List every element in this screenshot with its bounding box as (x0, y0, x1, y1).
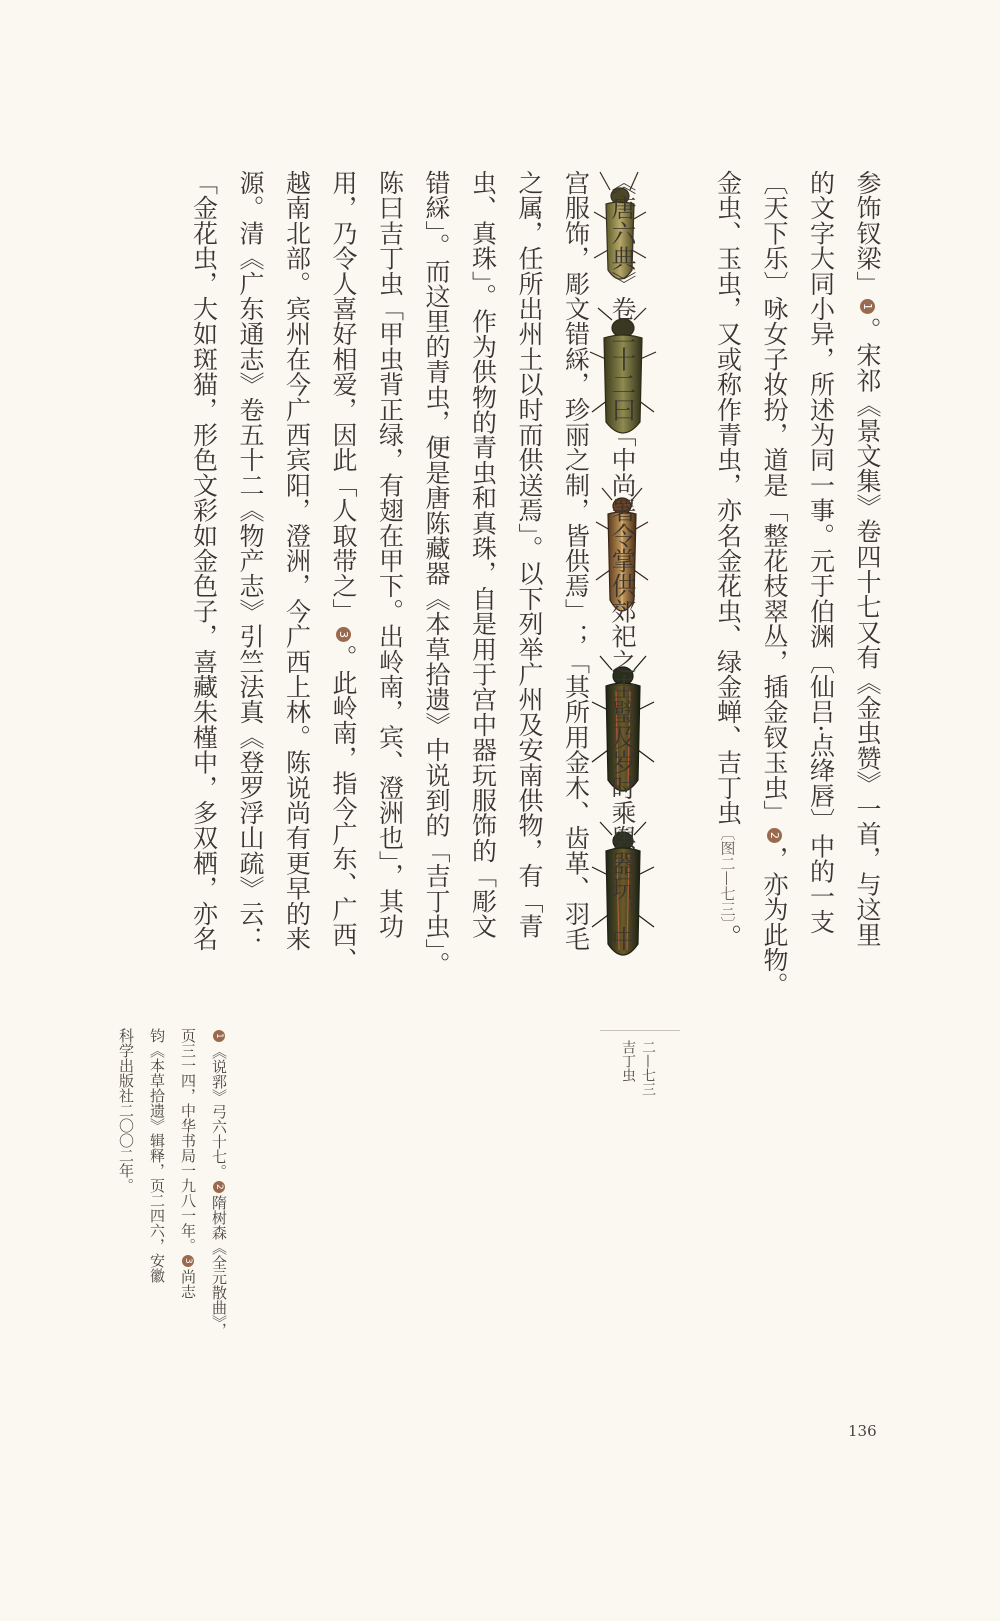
text-column: 之属，任所出州土以时而供送焉」。以下列举广州及安南供物，有「青 (515, 170, 544, 939)
footnotes (110, 1028, 234, 1378)
right-text-block (704, 170, 890, 998)
text-column: 参饰钗梁」1。宋祁《景文集》卷四十七又有《金虫赞》一首，与这里 (853, 170, 882, 947)
text-column: 虫、真珠」。作为供物的青虫和真珠，自是用于宫中器玩服饰的「彫文 (468, 170, 498, 939)
text-column: 《唐六典》卷二十二曰「中尚署令掌供郊祀之圭璧及岁时乘舆器玩，中 (608, 170, 637, 952)
footnote-line: 页三一四，中华书局一九八一年。3尚志 (179, 1028, 197, 1299)
text-column: 越南北部。宾州在今广西宾阳，澄洲，今广西上林。陈说尚有更早的来 (282, 170, 312, 952)
text-column: 金虫、玉虫，又或称作青虫，亦名金花虫、绿金蝉、吉丁虫〔图二—七三〕。 (713, 170, 743, 950)
page-number: 136 (848, 1422, 877, 1440)
footnote-number: 1 (213, 1030, 225, 1042)
text-column: 宫服饰，彫文错綵，珍丽之制，皆供焉」；「其所用金木、齿革、羽毛 (561, 170, 591, 952)
figure-reference[interactable]: 〔图二—七三〕 (718, 825, 737, 925)
footnote-marker[interactable]: 3 (336, 627, 351, 642)
footnote-line: 钧《本草拾遗》辑释，页二四六，安徽 (148, 1028, 166, 1283)
footnote-line: 1《说郛》弓六十七。2隋树森《全元散曲》， (203, 1028, 234, 1378)
text-column: 的文字大同小异，所述为同一事。元于伯渊〔仙吕·点绛唇〕中的一支 (806, 170, 836, 935)
text-column: 「金花虫，大如斑猫，形色文彩如金色子，喜藏朱槿中，多双栖，亦名 (189, 170, 219, 952)
text-column: 源。清《广东通志》卷五十二《物产志》引竺法真《登罗浮山疏》云： (236, 170, 265, 952)
footnote-line: 科学出版社二〇〇二年。 (117, 1028, 135, 1193)
footnote-number: 3 (182, 1255, 194, 1267)
text-column: 用，乃令人喜好相爱，因此「人取带之」3。此岭南，指今广东、广西、 (329, 170, 358, 973)
caption-label: 吉丁虫 (620, 1040, 636, 1082)
caption-divider (600, 1030, 680, 1031)
text-column: 〔天下乐〕咏女子妆扮，道是「整花枝翠丛，插金钗玉虫」2，亦为此物。 (760, 170, 789, 998)
text-column: 错綵」。而这里的青虫，便是唐陈藏器《本草拾遗》中说到的「吉丁虫」。 (422, 170, 451, 977)
caption-number: 二—七三 (640, 1040, 656, 1096)
figure-caption (618, 1040, 658, 1096)
left-text-block (180, 170, 645, 990)
footnote-number: 2 (213, 1181, 225, 1193)
footnote-marker[interactable]: 2 (767, 828, 782, 843)
footnote-marker[interactable]: 1 (860, 299, 875, 314)
text-column: 陈曰吉丁虫「甲虫背正绿，有翅在甲下。出岭南，宾、澄洲也」，其功 (375, 170, 405, 939)
